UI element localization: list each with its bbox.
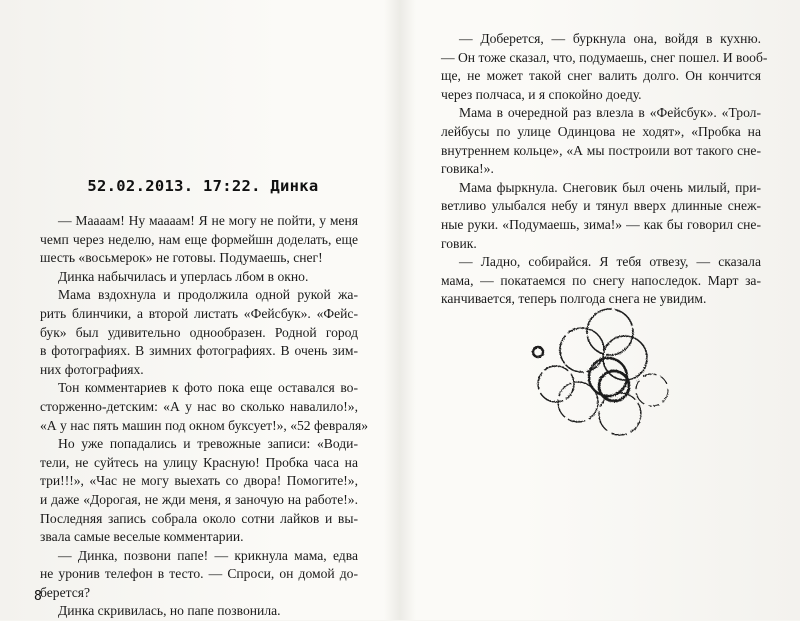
ornament-circle <box>589 358 627 396</box>
text-line: лейбусы по улице Одинцова не ходят», «Пробка на <box>441 123 761 139</box>
text-line: Мама в очередной раз влезла в «Фейсбук». «Трол- <box>459 105 761 121</box>
text-line: канчивается, теперь полгода снега не увидим. <box>441 291 707 307</box>
text-line: Мама вздохнула и продолжила одной рукой жа- <box>58 287 358 303</box>
right-page <box>400 0 800 620</box>
text-line: и даже «Дорогая, не жди меня, я заночую на работе!». <box>40 491 358 507</box>
text-line: Динка скривилась, но папе позвонила. <box>58 603 281 619</box>
text-line: тели, не суйтесь на улицу Красную! Пробка часа на <box>40 454 358 470</box>
text-line: три!!!», «Час не могу выехать со двора! Помогите!», <box>40 473 358 489</box>
chapter-title: 52.02.2013. 17:22. Динка <box>87 177 319 195</box>
text-line: ще, не может такой снег валить долго. Он кончится <box>441 68 761 84</box>
text-line: ные руки. «Подумаешь, зима!» — как бы говорил сне- <box>441 216 761 232</box>
text-line: — Маааам! Ну маааам! Я не могу не пойти, у меня <box>58 213 358 228</box>
text-line: сторженно-детским: «А у нас во сколько навалило!», <box>40 398 358 414</box>
text-line: — Ладно, собирайся. Я тебя отвезу, — сказала <box>459 254 761 270</box>
ornament-circle <box>558 382 598 422</box>
page-number: 8 <box>34 589 42 604</box>
text-line: берется? <box>40 584 91 600</box>
text-line: говик. <box>441 235 477 251</box>
text-line: Динка набычилась и уперлась лбом в окно. <box>58 268 309 284</box>
text-line: них фотографиях. <box>40 361 144 377</box>
overlapping-circles-ornament-icon <box>520 302 670 442</box>
text-line: Тон комментариев к фото пока еще оставался во- <box>58 380 358 396</box>
text-line: рить блинчики, а второй листать «Фейсбук». «Фейс- <box>40 305 358 321</box>
text-line: чемп через неделю, нам еще формейшн доделать, еще <box>40 231 358 247</box>
text-line: звала самые веселые комментарии. <box>40 529 244 545</box>
text-line: Мама фыркнула. Снеговик был очень милый, при- <box>459 179 761 195</box>
text-line: внутреннем кольце», «А мы построили вот такого сне- <box>441 142 761 158</box>
right-page-text <box>441 30 768 309</box>
text-line: ветливо улыбался небу и тянул вверх длинные снеж- <box>441 198 761 214</box>
ornament-circle <box>533 347 543 357</box>
text-line: — Доберется, — буркнула она, войдя в кухню. <box>459 31 761 46</box>
left-page-text <box>40 212 369 621</box>
text-line: в фотографиях. В зимних фотографиях. В очень зим- <box>40 343 358 359</box>
ornament-circle <box>636 374 668 406</box>
text-line: не уронив телефон в тесто. — Спроси, он домой до- <box>40 566 358 582</box>
text-line: мама, — покатаемся по снегу напоследок. Март за- <box>441 272 761 288</box>
text-line: Но уже попадались и тревожные записи: «Води- <box>58 436 358 452</box>
text-line: «А у нас пять машин под окном буксует!», «52 февраля» <box>40 417 369 433</box>
text-line: шесть «восьмерок» не готовы. Подумаешь, снег! <box>40 250 323 266</box>
text-line: Последняя запись собрала около сотни лайков и вы- <box>40 510 358 526</box>
text-line: бук» был удивительно однообразен. Родной город <box>40 324 358 340</box>
ornament-circle <box>560 328 604 372</box>
text-line: говика!». <box>441 161 494 177</box>
text-line: — Динка, позвони папе! — крикнула мама, едва <box>58 547 358 563</box>
text-line: через полчаса, и я спокойно доеду. <box>441 86 642 102</box>
text-line: — Он тоже сказал, что, подумаешь, снег пошел. И вооб- <box>441 49 768 65</box>
left-page <box>0 0 400 620</box>
